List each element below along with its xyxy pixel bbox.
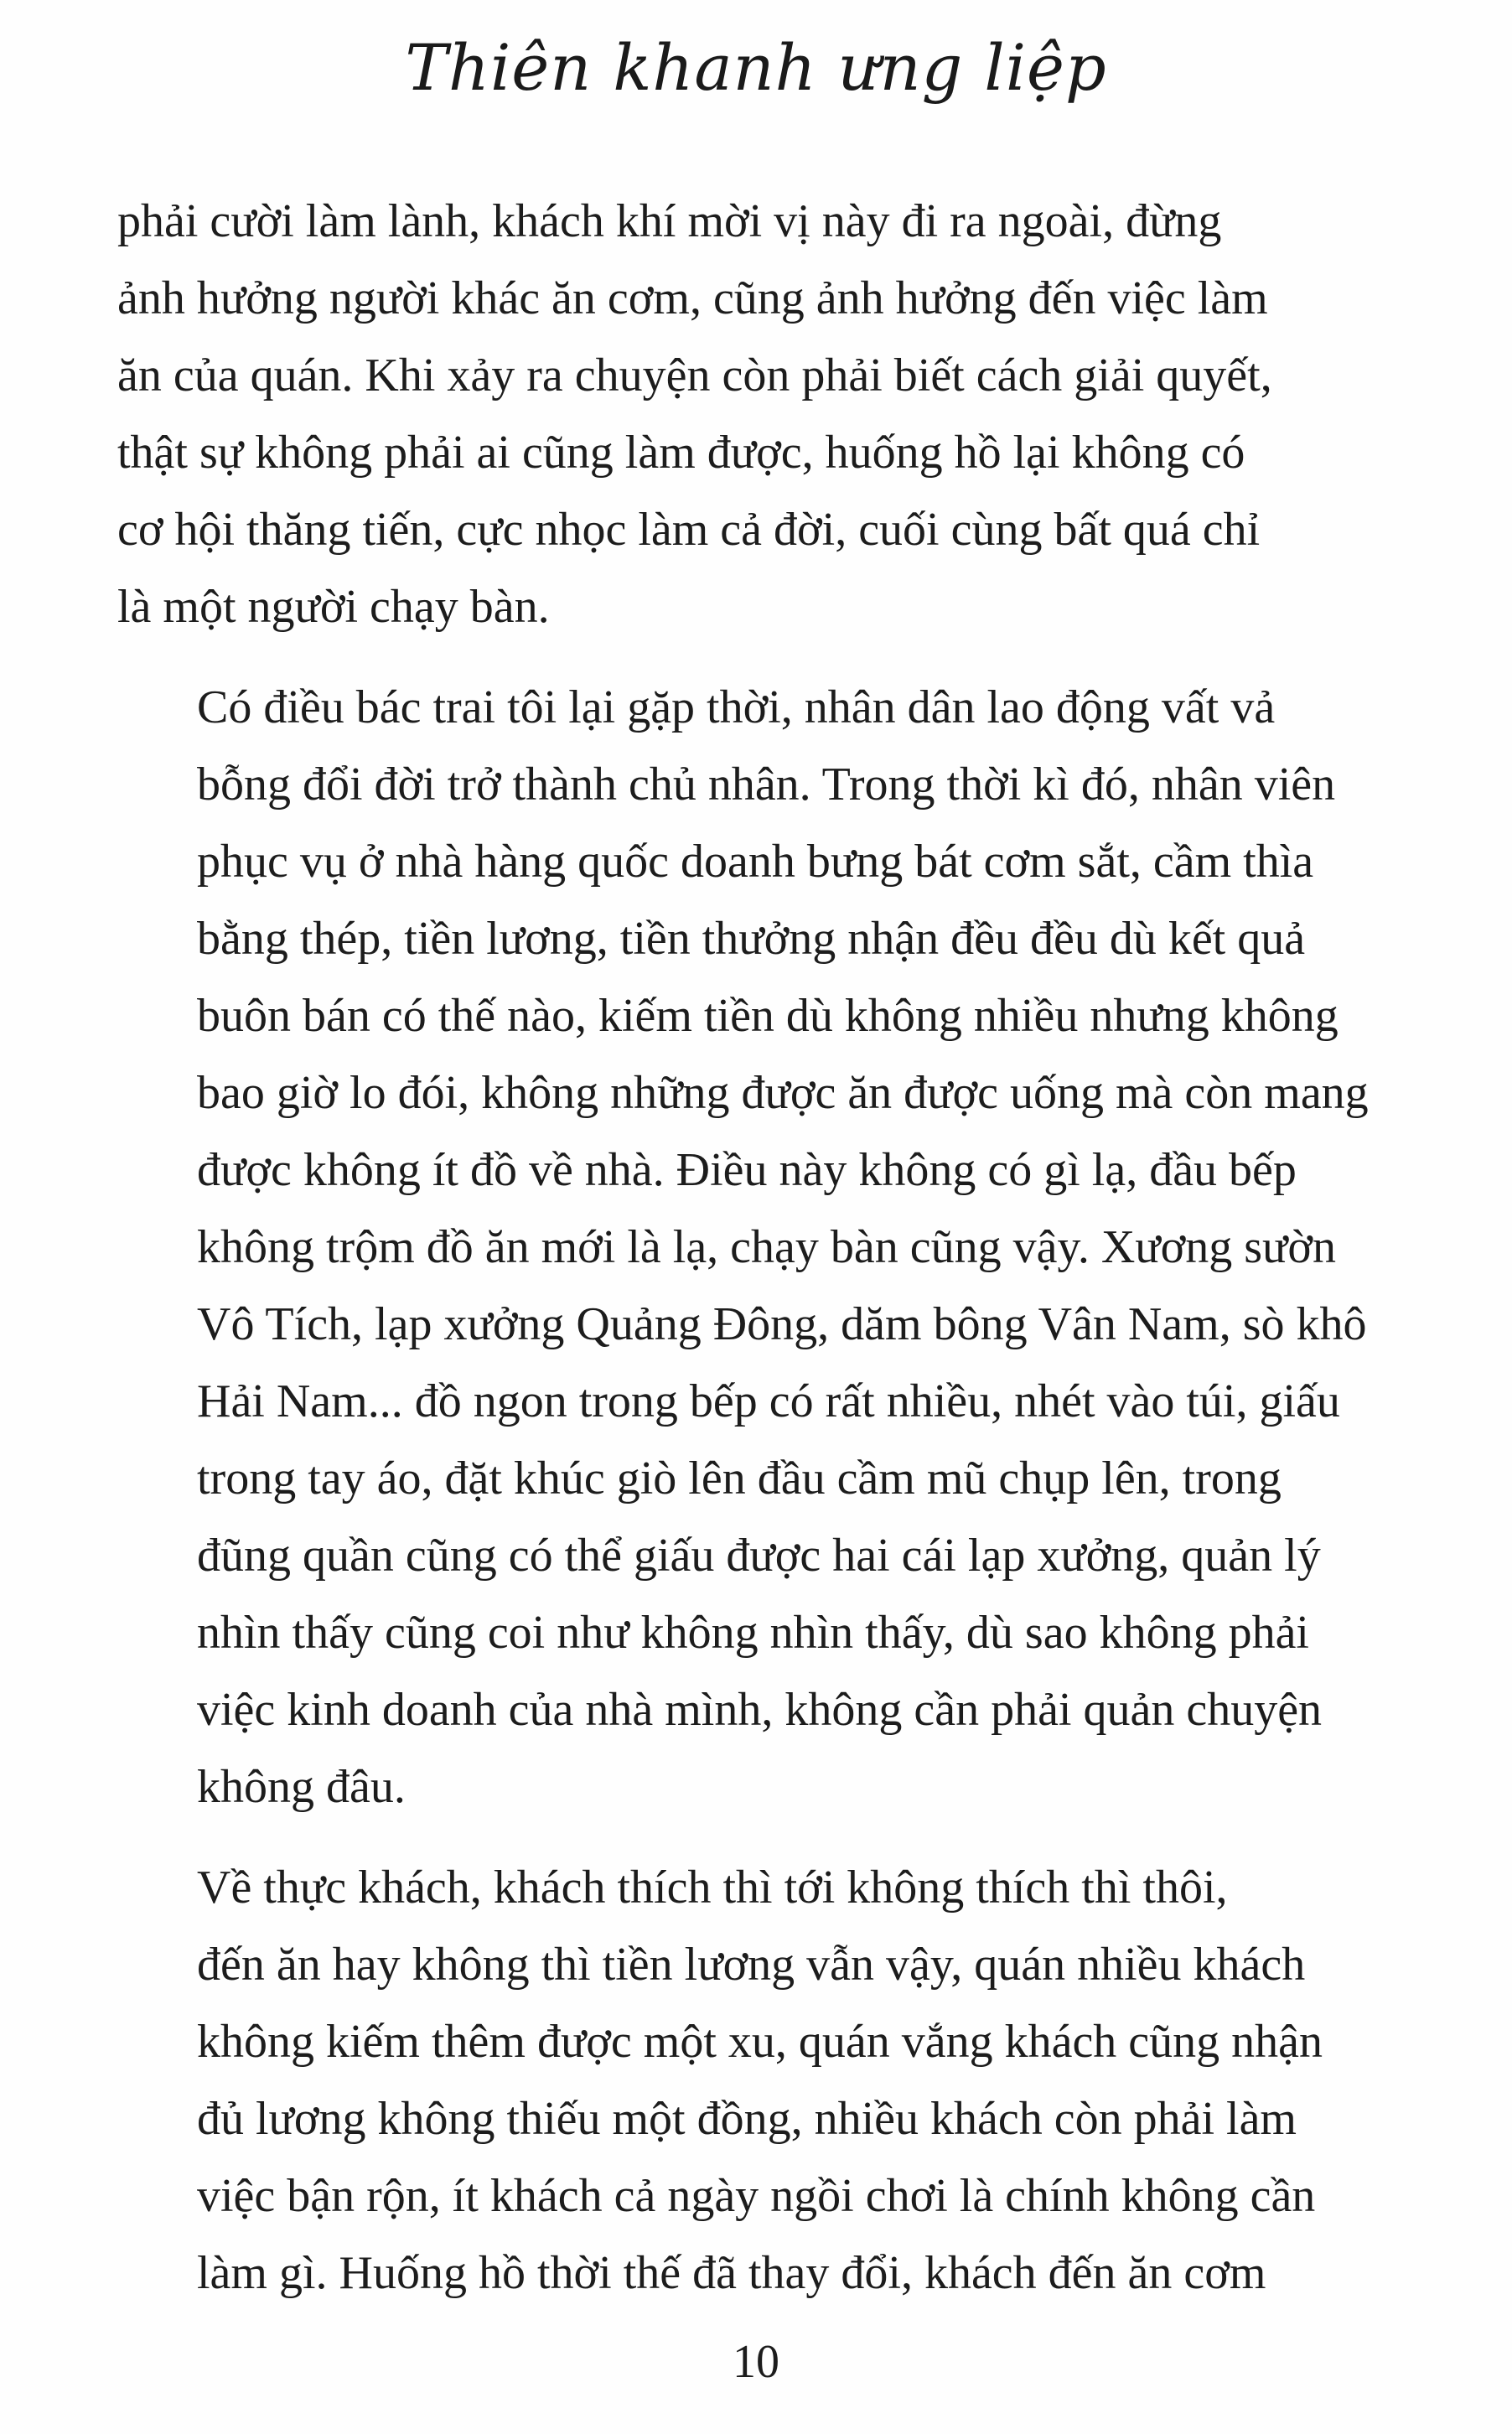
text-line: Hải Nam... đồ ngon trong bếp có rất nhiều, nhét vào túi, giấu xyxy=(197,1375,1340,1427)
text-line: được không ít đồ về nhà. Điều này không có gì lạ, đầu bếp xyxy=(197,1144,1297,1196)
text-line: Vô Tích, lạp xưởng Quảng Đông, dăm bông Vân Nam, sò khô xyxy=(197,1298,1367,1350)
text-line: ăn của quán. Khi xảy ra chuyện còn phải biết cách giải quyết, xyxy=(117,350,1272,401)
paragraph-2 xyxy=(117,669,1433,1826)
paragraph-1 xyxy=(117,183,1433,645)
text-line: làm gì. Huống hồ thời thế đã thay đổi, khách đến ăn cơm xyxy=(197,2247,1266,2299)
text-line: ảnh hưởng người khác ăn cơm, cũng ảnh hưởng đến việc làm xyxy=(117,272,1268,324)
page-number: 10 xyxy=(733,2336,779,2388)
text-line: Về thực khách, khách thích thì tới không thích thì thôi, xyxy=(197,1862,1228,1914)
text-line: không kiếm thêm được một xu, quán vắng khách cũng nhận xyxy=(197,2016,1323,2068)
text-line: bằng thép, tiền lương, tiền thưởng nhận đều đều dù kết quả xyxy=(197,913,1306,965)
body-text xyxy=(117,183,1433,2335)
text-line: buôn bán có thế nào, kiếm tiền dù không nhiều nhưng không xyxy=(197,990,1339,1042)
text-line: phải cười làm lành, khách khí mời vị này đi ra ngoài, đừng xyxy=(117,195,1222,247)
text-line: việc kinh doanh của nhà mình, không cần phải quản chuyện xyxy=(197,1684,1323,1736)
text-line: đến ăn hay không thì tiền lương vẫn vậy, quán nhiều khách xyxy=(197,1939,1306,1991)
text-line: không trộm đồ ăn mới là lạ, chạy bàn cũng vậy. Xương sườn xyxy=(197,1221,1336,1273)
text-line: cơ hội thăng tiến, cực nhọc làm cả đời, cuối cùng bất quá chỉ xyxy=(117,504,1261,556)
text-line: không đâu. xyxy=(197,1761,406,1813)
text-line: trong tay áo, đặt khúc giò lên đầu cầm mũ chụp lên, trong xyxy=(197,1453,1282,1504)
text-line: đũng quần cũng có thể giấu được hai cái lạp xưởng, quản lý xyxy=(197,1530,1321,1582)
running-head: Thiên khanh ưng liệp xyxy=(405,30,1107,105)
text-line: là một người chạy bàn. xyxy=(117,581,550,633)
paragraph-3 xyxy=(117,1849,1433,2312)
text-line: Có điều bác trai tôi lại gặp thời, nhân dân lao động vất vả xyxy=(197,681,1276,733)
text-line: bỗng đổi đời trở thành chủ nhân. Trong thời kì đó, nhân viên xyxy=(197,759,1336,810)
text-line: thật sự không phải ai cũng làm được, huống hồ lại không có xyxy=(117,427,1245,479)
text-line: đủ lương không thiếu một đồng, nhiều khách còn phải làm xyxy=(197,2093,1297,2145)
text-line: việc bận rộn, ít khách cả ngày ngồi chơi là chính không cần xyxy=(197,2170,1316,2222)
text-line: bao giờ lo đói, không những được ăn được uống mà còn mang xyxy=(197,1067,1369,1119)
text-line: phục vụ ở nhà hàng quốc doanh bưng bát cơm sắt, cầm thìa xyxy=(197,836,1314,888)
text-line: nhìn thấy cũng coi như không nhìn thấy, dù sao không phải xyxy=(197,1607,1309,1659)
